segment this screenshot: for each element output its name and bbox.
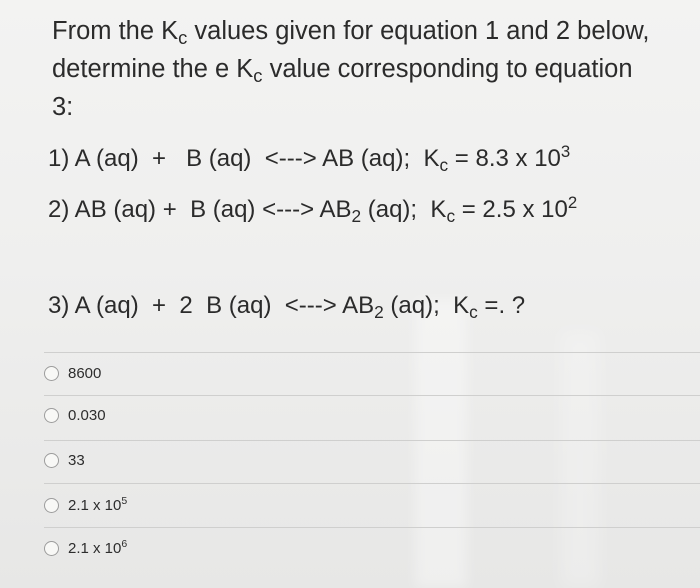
equation-3-k-value: =. ? xyxy=(477,292,526,319)
kc-subscript: c xyxy=(178,27,188,49)
radio-button[interactable] xyxy=(44,541,59,556)
answer-option-label xyxy=(68,537,128,557)
radio-button[interactable] xyxy=(44,366,59,381)
equation-1 xyxy=(48,141,571,175)
question-line-2-start: determine the e K xyxy=(52,55,254,83)
answer-option-base: 2.1 x 10 xyxy=(68,496,122,514)
answer-divider xyxy=(44,440,700,441)
answer-option-exponent: 6 xyxy=(121,537,128,550)
radio-button[interactable] xyxy=(44,498,59,513)
answer-option-2[interactable] xyxy=(44,400,106,430)
answer-option-label: 0.030 xyxy=(68,406,106,424)
answer-option-1[interactable] xyxy=(44,358,101,388)
equation-2-exponent: 2 xyxy=(567,192,578,212)
equation-3 xyxy=(48,292,525,320)
question-line-1 xyxy=(52,12,682,50)
answer-option-5[interactable] xyxy=(44,533,127,563)
question-line-1-end: values given for equation 1 and 2 below, xyxy=(187,17,650,45)
answer-divider xyxy=(44,352,700,353)
screen-glare-secondary xyxy=(560,330,600,588)
answer-option-label xyxy=(68,494,128,514)
answer-option-exponent: 5 xyxy=(121,494,128,507)
equation-2 xyxy=(48,192,578,226)
answer-option-label: 8600 xyxy=(68,364,102,382)
equation-3-reaction: 3) A (aq) + 2 B (aq) <---> AB xyxy=(48,292,375,319)
kc-subscript: c xyxy=(446,205,456,226)
equation-1-reaction: 1) A (aq) + B (aq) <---> AB (aq); K xyxy=(48,145,440,172)
answer-option-base: 2.1 x 10 xyxy=(68,539,122,557)
answer-option-3[interactable] xyxy=(44,445,85,475)
kc-subscript: c xyxy=(469,301,478,322)
question-line-2 xyxy=(52,50,682,88)
answer-divider xyxy=(44,527,700,528)
product-subscript: 2 xyxy=(374,301,384,322)
radio-button[interactable] xyxy=(44,408,59,423)
equation-1-exponent: 3 xyxy=(560,141,571,161)
question-line-2-end: value corresponding to equation xyxy=(262,55,633,83)
question-line-3: 3: xyxy=(52,93,74,121)
equation-3-mid: (aq); K xyxy=(383,292,470,319)
equation-2-k-value: = 2.5 x 10 xyxy=(455,196,568,223)
answer-divider xyxy=(44,395,700,396)
kc-subscript: c xyxy=(439,154,449,175)
radio-button[interactable] xyxy=(44,453,59,468)
product-subscript: 2 xyxy=(351,205,362,226)
equation-2-reaction: 2) AB (aq) + B (aq) <---> AB xyxy=(48,196,352,223)
screen-glare xyxy=(415,300,467,588)
question-text xyxy=(52,12,682,126)
answer-divider xyxy=(44,483,700,484)
equation-1-k-value: = 8.3 x 10 xyxy=(448,145,561,172)
answer-option-4[interactable] xyxy=(44,490,127,520)
question-line-1-start: From the K xyxy=(52,17,179,45)
kc-subscript: c xyxy=(253,65,263,87)
answer-option-label: 33 xyxy=(68,451,85,469)
equation-2-mid: (aq); K xyxy=(361,196,447,223)
